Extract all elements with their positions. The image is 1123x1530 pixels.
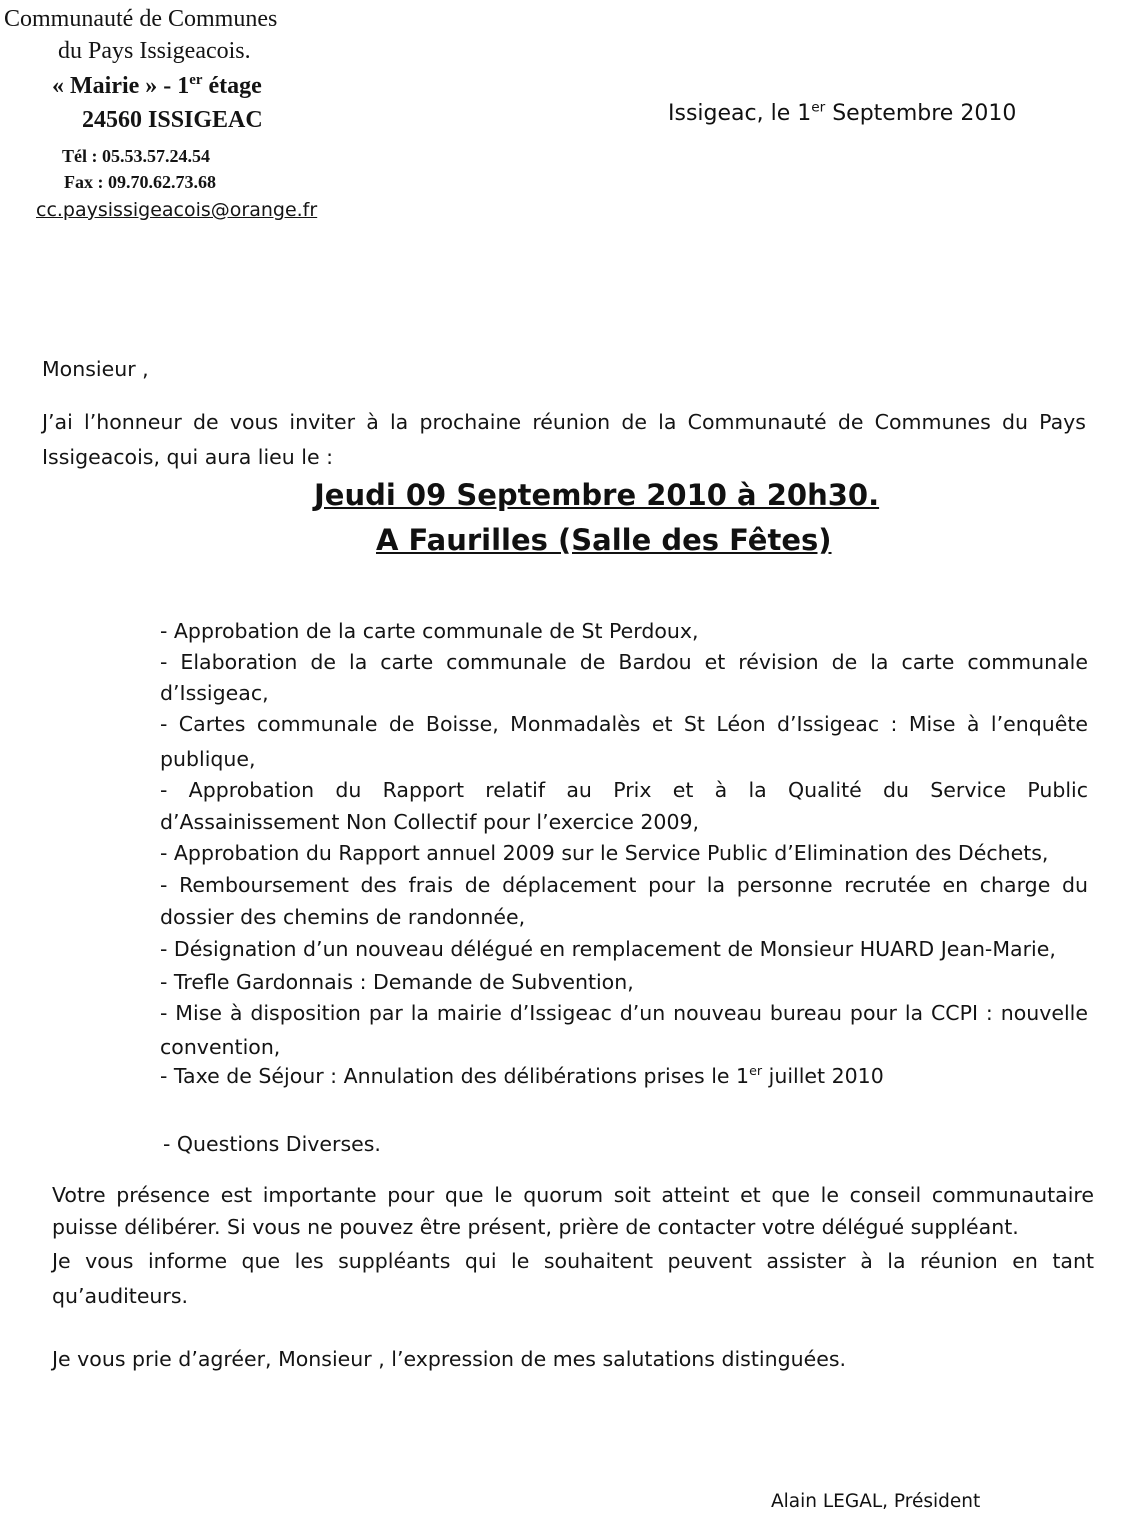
sender-address-line1 [52,73,262,100]
regards: Je vous prie d’agréer, Monsieur , l’expression de mes salutations distinguées. [52,1347,847,1371]
letter-date-text: Issigeac, le 1 [668,101,812,126]
sender-address-line1-text: « Mairie » - 1 [52,73,190,99]
agenda-item: - Approbation du Rapport annuel 2009 sur le Service Public d’Elimination des Déchets, [160,841,1049,865]
sender-address-line1-end: étage [202,73,262,99]
letter-date [668,101,1016,126]
closing-line-1: Votre présence est importante pour que le quorum soit atteint et que le conseil communautaire [52,1183,1094,1207]
intro-line-1: J’ai l’honneur de vous inviter à la prochaine réunion de la Communauté de Communes du Pays [42,410,1086,434]
agenda-item: - Désignation d’un nouveau délégué en remplacement de Monsieur HUARD Jean-Marie, [160,937,1056,961]
agenda-item-continuation: dossier des chemins de randonnée, [160,905,526,929]
agenda-item-continuation: d’Issigeac, [160,681,269,705]
agenda-item: - Remboursement des frais de déplacement pour la personne recrutée en charge du [160,873,1088,897]
agenda-item: - Approbation de la carte communale de St Perdoux, [160,619,699,643]
salutation: Monsieur , [42,357,149,381]
agenda-item-continuation: d’Assainissement Non Collectif pour l’exercice 2009, [160,810,700,834]
agenda-item: - Elaboration de la carte communale de Bardou et révision de la carte communale [160,650,1088,674]
agenda-item-continuation: convention, [160,1035,281,1059]
sender-fax: Fax : 09.70.62.73.68 [64,172,216,192]
closing-line-3: Je vous informe que les suppléants qui le souhaitent peuvent assister à la réunion en tant [52,1249,1094,1273]
agenda-item: - Mise à disposition par la mairie d’Issigeac d’un nouveau bureau pour la CCPI : nouvelle [160,1001,1088,1025]
sender-organisation-line2: du Pays Issigeacois. [58,38,251,64]
agenda-item: - Trefle Gardonnais : Demande de Subvention, [160,970,634,994]
agenda-item-continuation: publique, [160,747,256,771]
letter-date-sup: er [811,99,826,116]
agenda-item: - Questions Diverses. [163,1132,381,1156]
signature: Alain LEGAL, Président [771,1491,981,1512]
letter-date-end: Septembre 2010 [825,101,1017,126]
sender-address-line2: 24560 ISSIGEAC [82,107,263,133]
agenda-item [160,1064,884,1088]
sender-address-line1-sup: er [189,72,203,88]
sender-email: cc.paysissigeacois@orange.fr [36,199,318,221]
agenda-item: - Cartes communale de Boisse, Monmadalès et St Léon d’Issigeac : Mise à l’enquête [160,712,1088,736]
agenda-item-end: juillet 2010 [762,1064,884,1088]
closing-line-4: qu’auditeurs. [52,1284,189,1308]
meeting-date-time: Jeudi 09 Septembre 2010 à 20h30. [314,478,880,512]
sender-telephone: Tél : 05.53.57.24.54 [62,146,210,166]
sender-organisation-line1: Communauté de Communes [4,6,278,32]
meeting-location: A Faurilles (Salle des Fêtes) [376,523,832,557]
agenda-item-sup: er [749,1063,763,1079]
agenda-item: - Approbation du Rapport relatif au Prix et à la Qualité du Service Public [160,778,1088,802]
intro-line-2: Issigeacois, qui aura lieu le : [42,445,334,469]
agenda-item-text: - Taxe de Séjour : Annulation des délibérations prises le 1 [160,1064,750,1088]
closing-line-2: puisse délibérer. Si vous ne pouvez être présent, prière de contacter votre délégué suppléant. [52,1215,1019,1239]
